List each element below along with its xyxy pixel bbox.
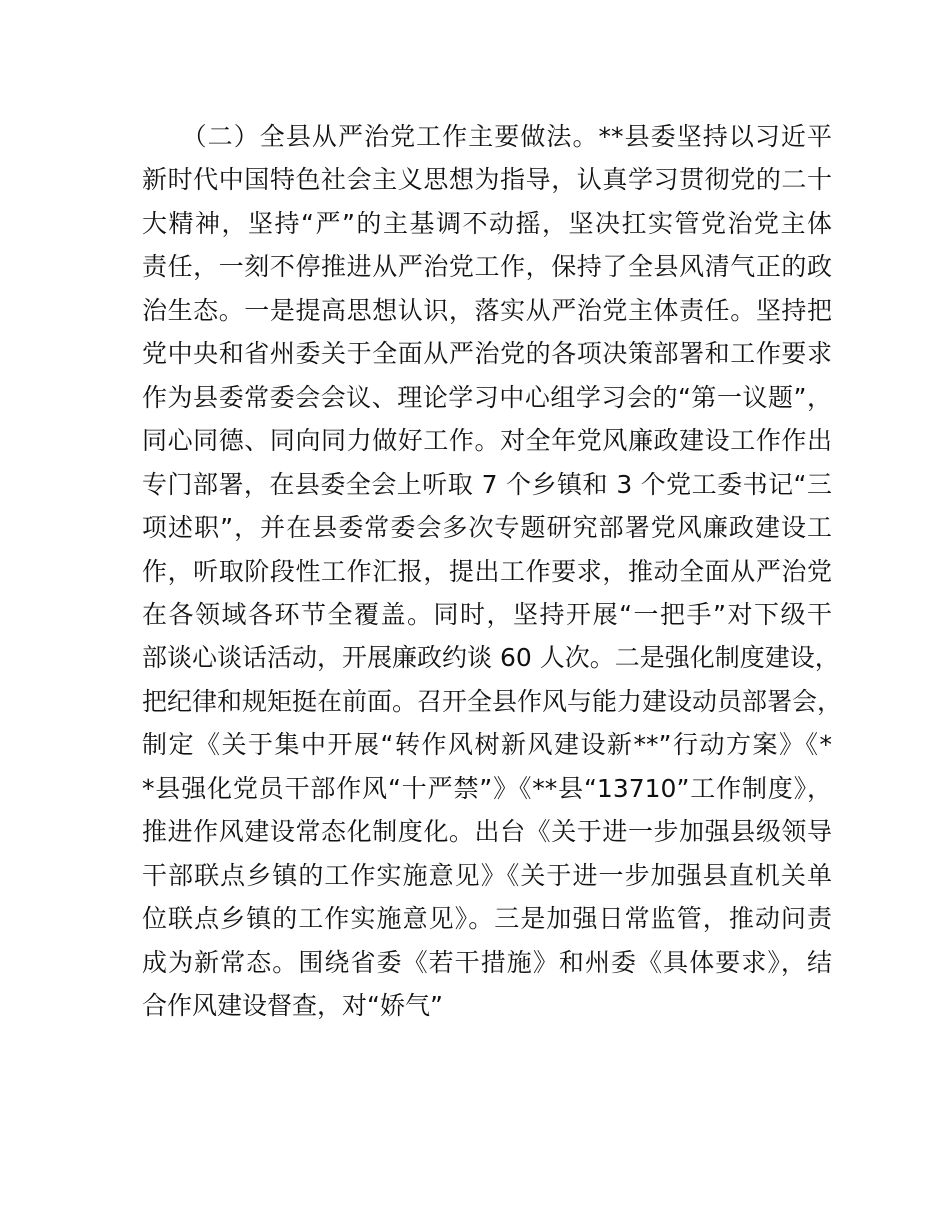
paragraph-line: 新时代中国特色社会主义思想为指导，认真学习贯彻党的二十 <box>142 165 832 195</box>
paragraph-line: （二）全县从严治党工作主要做法。**县委坚持以习近平 <box>142 122 832 151</box>
paragraph-line: 大精神，坚持“严”的主基调不动摇，坚决扛实管党治党主体 <box>142 208 832 238</box>
paragraph-line: 项述职”，并在县委常委会多次专题研究部署党风廉政建设工 <box>142 513 832 543</box>
paragraph-line: 治生态。一是提高思想认识，落实从严治党主体责任。坚持把 <box>142 295 832 325</box>
paragraph-line: 专门部署，在县委全会上听取 7 个乡镇和 3 个党工委书记“三 <box>142 469 832 499</box>
paragraph-line: 在各领域各环节全覆盖。同时，坚持开展“一把手”对下级干 <box>142 599 832 629</box>
paragraph-line: 责任，一刻不停推进从严治党工作，保持了全县风清气正的政 <box>142 252 832 282</box>
paragraph-line: 作，听取阶段性工作汇报，提出工作要求，推动全面从严治党 <box>142 556 832 586</box>
paragraph-line: 干部联点乡镇的工作实施意见》《关于进一步加强县直机关单 <box>142 860 832 890</box>
paragraph-line: 制定《关于集中开展“转作风树新风建设新**”行动方案》《* <box>142 730 832 760</box>
paragraph-line: 成为新常态。围绕省委《若干措施》和州委《具体要求》，结 <box>142 947 832 977</box>
paragraph-line: 合作风建设督查，对“娇气” <box>142 991 443 1020</box>
paragraph-line: 作为县委常委会会议、理论学习中心组学习会的“第一议题”， <box>142 382 832 412</box>
paragraph-line: 推进作风建设常态化制度化。出台《关于进一步加强县级领导 <box>142 817 832 847</box>
paragraph-line: 同心同德、同向同力做好工作。对全年党风廉政建设工作作出 <box>142 426 832 456</box>
paragraph-line: 把纪律和规矩挺在前面。召开全县作风与能力建设动员部署会， <box>142 686 843 716</box>
paragraph-line: 位联点乡镇的工作实施意见》。三是加强日常监管，推动问责 <box>142 904 832 934</box>
paragraph-line: 部谈心谈话活动，开展廉政约谈 60 人次。二是强化制度建设， <box>142 643 840 673</box>
paragraph-line: *县强化党员干部作风“十严禁”》《**县“13710”工作制度》， <box>142 773 832 803</box>
paragraph-line: 党中央和省州委关于全面从严治党的各项决策部署和工作要求 <box>142 339 832 369</box>
